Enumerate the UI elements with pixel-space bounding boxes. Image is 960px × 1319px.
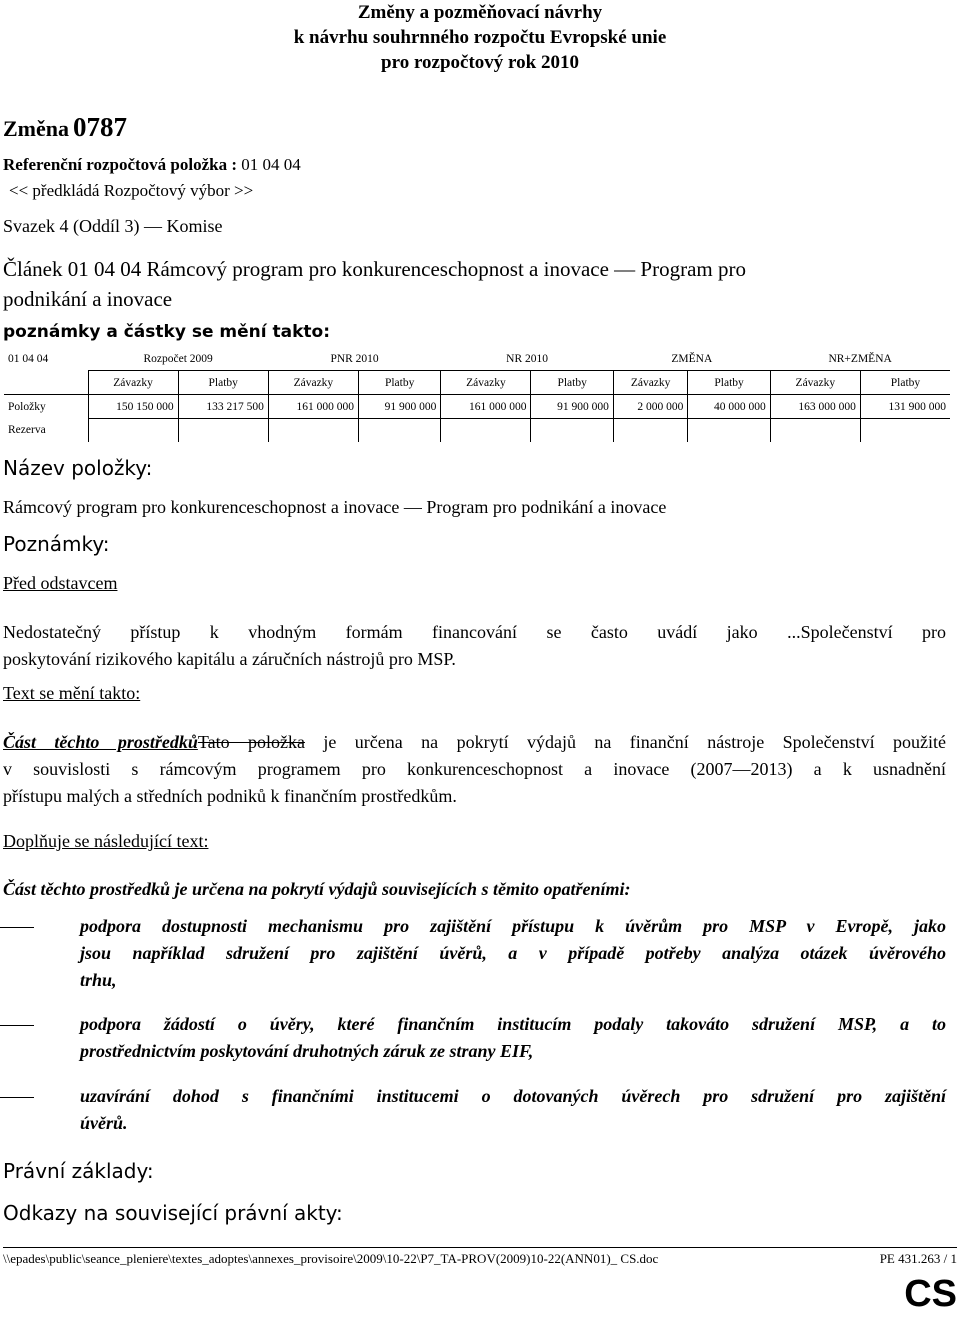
group-header: Rozpočet 2009 — [143, 352, 213, 365]
dash-marker — [0, 927, 34, 928]
table-cell — [531, 419, 613, 443]
row-label: Rezerva — [8, 424, 46, 437]
table-cell: 133 217 500 — [178, 395, 268, 419]
row-label: Položky — [4, 395, 88, 419]
article-title — [3, 254, 746, 314]
quote-line-2: poskytování rizikového kapitálu a záručních nástrojů pro MSP. — [3, 649, 456, 669]
section-line: Svazek 4 (Oddíl 3) — Komise — [3, 216, 223, 236]
table-cell — [770, 419, 860, 443]
article-title-line-2: podnikání a inovace — [3, 287, 173, 311]
subheader: Závazky — [613, 371, 688, 395]
subheader: Platby — [178, 371, 268, 395]
subheader: Platby — [860, 371, 950, 395]
table-cell — [688, 419, 770, 443]
bullet-line: podpora dostupnosti mechanismu pro zajištění přístupu k úvěrům pro MSP v Evropě, jako — [80, 916, 946, 936]
table-cell — [88, 419, 178, 443]
table-group-row — [4, 347, 950, 371]
amended-paragraph — [3, 729, 946, 810]
reference-label: Referenční rozpočtová položka : — [3, 155, 238, 174]
group-header: NR 2010 — [506, 352, 549, 365]
quoted-paragraph — [3, 619, 946, 673]
dash-marker — [0, 1097, 34, 1098]
group-header: NR+ZMĚNA — [828, 352, 892, 365]
table-cell: 161 000 000 — [441, 395, 531, 419]
submitted-by: << předkládá Rozpočtový výbor >> — [9, 181, 254, 200]
amendment-title — [3, 112, 127, 143]
item-name-text: Rámcový program pro konkurenceschopnost a inovace — Program pro podnikání a inovace — [3, 497, 667, 517]
item-name-heading: Název položky: — [3, 456, 153, 480]
footer-rule — [3, 1247, 957, 1248]
new-text: Část těchto prostředků — [3, 732, 198, 752]
article-title-line-1: Článek 01 04 04 Rámcový program pro konkurenceschopnost a inovace — Program pro — [3, 257, 746, 281]
bullet-line: jsou například sdružení pro zajištění úvěrů, a v případě potřeby analýza otázek úvěrového — [80, 943, 946, 963]
subheader: Platby — [358, 371, 440, 395]
subheader: Platby — [688, 371, 770, 395]
amended-line-2: v souvislosti s rámcovým programem pro konkurenceschopnost a inovace (2007—2013) a k usnadnění — [3, 759, 946, 779]
table-cell: 150 150 000 — [88, 395, 178, 419]
subheader: Závazky — [441, 371, 531, 395]
table-cell — [268, 419, 358, 443]
table-cell — [441, 419, 531, 443]
reference-line — [3, 155, 301, 175]
quote-line-1: Nedostatečný přístup k vhodným formám financování se často uvádí jako ...Společenství pro — [3, 622, 946, 642]
table-cell: 163 000 000 — [770, 395, 860, 419]
table-cell — [860, 419, 950, 443]
reference-value: 01 04 04 — [241, 155, 301, 174]
subheader: Platby — [531, 371, 613, 395]
dash-marker — [0, 1025, 34, 1026]
before-paragraph-label: Před odstavcem — [3, 573, 118, 593]
footer-page-ref: PE 431.263 / 1 — [879, 1251, 957, 1266]
table-cell: 2 000 000 — [613, 395, 688, 419]
amended-rest: je určena na pokrytí výdajů na finanční nástroje Společenství použité — [304, 732, 946, 752]
added-intro: Část těchto prostředků je určena na pokrytí výdajů souvisejících s těmito opatřeními: — [3, 879, 631, 899]
header-line-1: Změny a pozměňovací návrhy — [357, 2, 603, 23]
table-cell: 131 900 000 — [860, 395, 950, 419]
table-cell: 40 000 000 — [688, 395, 770, 419]
remarks-heading: Poznámky: — [3, 532, 110, 556]
deleted-text: Tato položka — [197, 732, 305, 752]
bullet-line: trhu, — [80, 970, 117, 990]
footer-path: \\epades\public\seance_pleniere\textes_adoptes\annexes_provisoire\2009\10-22\P7_TA-PROV(2009)10-22(ANN01)_ CS.doc — [3, 1251, 659, 1266]
budget-table — [4, 347, 950, 442]
table-cell — [178, 419, 268, 443]
add-label: Doplňuje se následující text: — [3, 831, 209, 851]
table-cell: 161 000 000 — [268, 395, 358, 419]
language-code: CS — [904, 1273, 957, 1315]
subheader: Závazky — [268, 371, 358, 395]
group-header: ZMĚNA — [671, 352, 713, 365]
bullet-line: prostřednictvím poskytování druhotných záruk ze strany EIF, — [80, 1041, 534, 1061]
header-line-3: pro rozpočtový rok 2010 — [381, 52, 579, 73]
table-code: 01 04 04 — [8, 352, 49, 365]
legal-basis-heading: Právní základy: — [3, 1159, 154, 1183]
amended-line-3: přístupu malých a středních podniků k finančním prostředkům. — [3, 786, 457, 806]
list-item — [0, 913, 946, 1013]
table-row — [4, 419, 950, 443]
list-item — [0, 1083, 946, 1153]
subheader: Závazky — [770, 371, 860, 395]
amendment-number: 0787 — [73, 112, 127, 142]
subheader: Závazky — [88, 371, 178, 395]
table-row — [4, 395, 950, 419]
related-acts-heading: Odkazy na související právní akty: — [3, 1201, 343, 1225]
group-header: PNR 2010 — [330, 352, 379, 365]
table-cell — [358, 419, 440, 443]
bullet-line: úvěrů. — [80, 1113, 128, 1133]
table-cell — [613, 419, 688, 443]
bullet-line: podpora žádostí o úvěry, které finančním institucím podaly takováto sdružení MSP, a to — [80, 1014, 946, 1034]
table-subheader-row — [4, 371, 950, 395]
table-cell: 91 900 000 — [358, 395, 440, 419]
amended-line-1 — [3, 729, 946, 756]
list-item — [0, 1011, 946, 1081]
table-cell: 91 900 000 — [531, 395, 613, 419]
amend-label: Text se mění takto: — [3, 683, 141, 703]
bullet-line: uzavírání dohod s finančními institucemi o dotovaných úvěrech pro sdružení pro zajištění — [80, 1086, 946, 1106]
amendment-label: Změna — [3, 116, 69, 141]
changes-heading: poznámky a částky se mění takto: — [3, 322, 330, 342]
header-line-2: k návrhu souhrnného rozpočtu Evropské unie — [293, 27, 667, 48]
